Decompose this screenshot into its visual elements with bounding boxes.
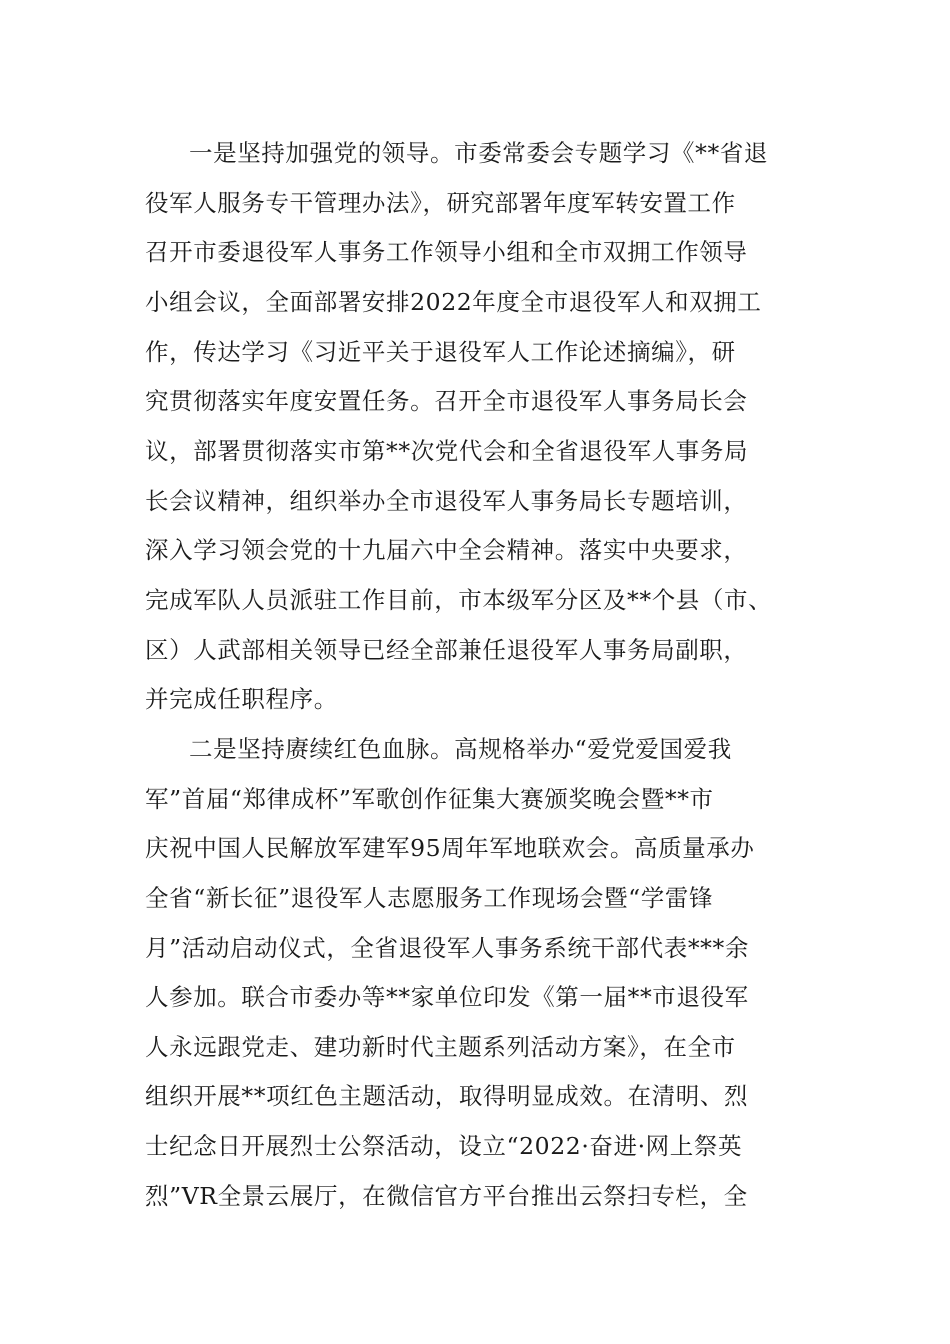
paragraph-1-line-9: 深入学习领会党的十九届六中全会精神。落实中央要求， (145, 536, 748, 564)
paragraph-2-line-3: 庆祝中国人民解放军建军95周年军地联欢会。高质量承办 (145, 834, 755, 862)
paragraph-1-line-7: 议，部署贯彻落实市第**次党代会和全省退役军人事务局 (145, 437, 749, 465)
paragraph-2-line-7: 人永远跟党走、建功新时代主题系列活动方案》，在全市 (145, 1033, 736, 1061)
paragraph-1-line-4: 小组会议，全面部署安排2022年度全市退役军人和双拥工 (145, 288, 762, 316)
paragraph-2-line-1: 二是坚持赓续红色血脉。高规格举办“爱党爱国爱我 (189, 735, 732, 763)
paragraph-1-line-3: 召开市委退役军人事务工作领导小组和全市双拥工作领导 (145, 238, 748, 266)
paragraph-1-line-8: 长会议精神，组织举办全市退役军人事务局长专题培训， (145, 487, 748, 515)
paragraph-1-line-1: 一是坚持加强党的领导。市委常委会专题学习《**省退 (189, 139, 768, 167)
paragraph-2-line-10: 烈”VR全景云展厅，在微信官方平台推出云祭扫专栏，全 (145, 1182, 748, 1210)
paragraph-2-line-6: 人参加。联合市委办等**家单位印发《第一届**市退役军 (145, 983, 749, 1011)
paragraph-2-line-5: 月”活动启动仪式，全省退役军人事务系统干部代表***余 (145, 934, 749, 962)
paragraph-1-line-10: 完成军队人员派驻工作目前，市本级军分区及**个县（市、 (145, 586, 773, 614)
paragraph-1-line-2: 役军人服务专干管理办法》，研究部署年度军转安置工作 (145, 189, 736, 217)
paragraph-1-line-6: 究贯彻落实年度安置任务。召开全市退役军人事务局长会 (145, 387, 748, 415)
paragraph-2-line-2: 军”首届“郑律成杯”军歌创作征集大赛颁奖晚会暨**市 (145, 785, 714, 813)
paragraph-1-line-12: 并完成任职程序。 (145, 685, 338, 713)
paragraph-1-line-11: 区）人武部相关领导已经全部兼任退役军人事务局副职， (145, 636, 748, 664)
paragraph-1-line-5: 作，传达学习《习近平关于退役军人工作论述摘编》，研 (145, 338, 736, 366)
paragraph-2-line-4: 全省“新长征”退役军人志愿服务工作现场会暨“学雷锋 (145, 884, 714, 912)
paragraph-2-line-9: 士纪念日开展烈士公祭活动，设立“2022·奋进·网上祭英 (145, 1132, 743, 1160)
paragraph-2-line-8: 组织开展**项红色主题活动，取得明显成效。在清明、烈 (145, 1082, 749, 1110)
